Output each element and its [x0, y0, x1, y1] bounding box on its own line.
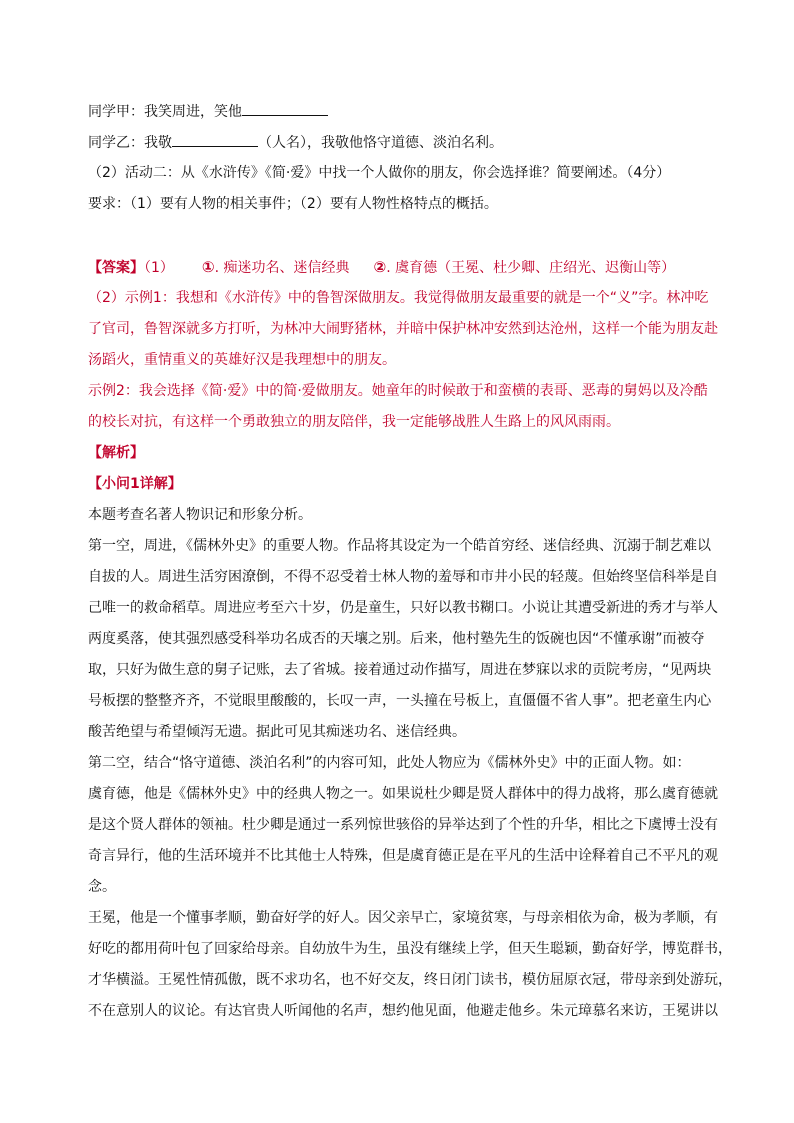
analysis-line: 己唯一的救命稻草。周进应考至六十岁，仍是童生，只好以教书糊口。小说让其遭受新进的秀才与举人	[88, 600, 718, 616]
question-line-1-text: 同学甲：我笑周进，笑他	[88, 104, 242, 120]
question-line-1	[88, 101, 328, 122]
analysis-line: 第二空，结合“恪守道德、淡泊名利”的内容可知，此处人物应为《儒林外史》中的正面人物。如：	[88, 755, 691, 771]
question-line-2-prefix: 同学乙：我敬	[88, 135, 172, 151]
question-line-3: （2）活动二：从《水浒传》《简·爱》中找一个人做你的朋友，你会选择谁？简要阐述。（4分）	[88, 165, 671, 181]
answer-paragraph-line: 了官司，鲁智深就多方打听，为林冲大闹野猪林，并暗中保护林冲安然到达沧州，这样一个能为朋友赴	[88, 321, 718, 337]
question-line-4: 要求：（1）要有人物的相关事件；（2）要有人物性格特点的概括。	[88, 196, 498, 212]
analysis-line: 奇言异行，他的生活环境并不比其他士人特殊，但是虞育德正是在平凡的生活中诠释着自己不平凡的观	[88, 848, 718, 864]
answer-blank-1	[242, 101, 328, 116]
answer-blank-2	[172, 132, 258, 147]
answer-mark-1: ①	[201, 258, 215, 276]
analysis-line: 是这个贤人群体的领袖。杜少卿是通过一系列惊世骇俗的异举达到了个性的升华，相比之下虞博士没有	[88, 817, 718, 833]
analysis-label: 【解析】	[88, 445, 144, 461]
analysis-line: 才华横溢。王冕性情孤傲，既不求功名，也不好交友，终日闭门读书，模仿屈原衣冠，带母亲到处游玩，	[88, 972, 732, 988]
analysis-line: 虞育德，他是《儒林外史》中的经典人物之一。如果说杜少卿是贤人群体中的得力战将，那么虞育德就	[88, 786, 718, 802]
answer-paragraph-line: 汤蹈火，重情重义的英雄好汉是我理想中的朋友。	[88, 352, 396, 368]
analysis-line: 号板摆的整整齐齐，不觉眼里酸酸的，长叹一声，一头撞在号板上，直僵僵不省人事”。把老童生内心	[88, 693, 712, 709]
answer-mark-2: ②	[373, 258, 387, 276]
answer-paragraph-line: （2）示例1：我想和《水浒传》中的鲁智深做朋友。我觉得做朋友最重要的就是一个“义”字。林冲吃	[88, 290, 709, 306]
answer-paragraph-line: 示例2：我会选择《简·爱》中的简·爱做朋友。她童年的时候敢于和蛮横的表哥、恶毒的舅妈以及冷酷	[88, 383, 708, 399]
analysis-line: 酸苦绝望与希望倾泻无遗。据此可见其痴迷功名、迷信经典。	[88, 724, 466, 740]
answer-1-text: . 痴迷功名、迷信经典	[214, 260, 350, 276]
sub-question-label: 【小问1详解】	[88, 476, 182, 492]
answer-part1-number: （1）	[144, 260, 174, 276]
question-line-2-suffix: （人名），我敬他恪守道德、淡泊名利。	[258, 135, 503, 151]
analysis-line: 好吃的都用荷叶包了回家给母亲。自幼放牛为生，虽没有继续上学，但天生聪颖，勤奋好学，博览群书，	[88, 941, 732, 957]
answer-paragraph-line: 的校长对抗，有这样一个勇敢独立的朋友陪伴，我一定能够战胜人生路上的风风雨雨。	[88, 414, 620, 430]
answer-part1	[88, 257, 675, 278]
answer-label: 【答案】	[88, 260, 144, 276]
analysis-line: 自拔的人。周进生活穷困潦倒，不得不忍受着士林人物的羞辱和市井小民的轻蔑。但始终坚信科举是自	[88, 569, 718, 585]
analysis-line: 王冕，他是一个懂事孝顺，勤奋好学的好人。因父亲早亡，家境贫寒，与母亲相依为命，极为孝顺，有	[88, 910, 718, 926]
analysis-line: 本题考查名著人物识记和形象分析。	[88, 507, 312, 523]
analysis-line: 两度奚落，使其强烈感受科举功名成否的天壤之别。后来，他村塾先生的饭碗也因“不懂承谢”而被夺	[88, 631, 705, 647]
analysis-line: 取，只好为做生意的舅子记账，去了省城。接着通过动作描写，周进在梦寐以求的贡院考房，“见两块	[88, 662, 712, 678]
analysis-line: 不在意别人的议论。有达官贵人听闻他的名声，想约他见面，他避走他乡。朱元璋慕名来访，王冕讲以	[88, 1003, 718, 1019]
analysis-line: 念。	[88, 879, 116, 895]
question-line-2	[88, 132, 503, 153]
analysis-line: 第一空，周进，《儒林外史》的重要人物。作品将其设定为一个皓首穷经、迷信经典、沉溺于制艺难以	[88, 538, 711, 554]
answer-2-text: . 虞育德（王冕、杜少卿、庄绍光、迟衡山等）	[386, 260, 676, 276]
